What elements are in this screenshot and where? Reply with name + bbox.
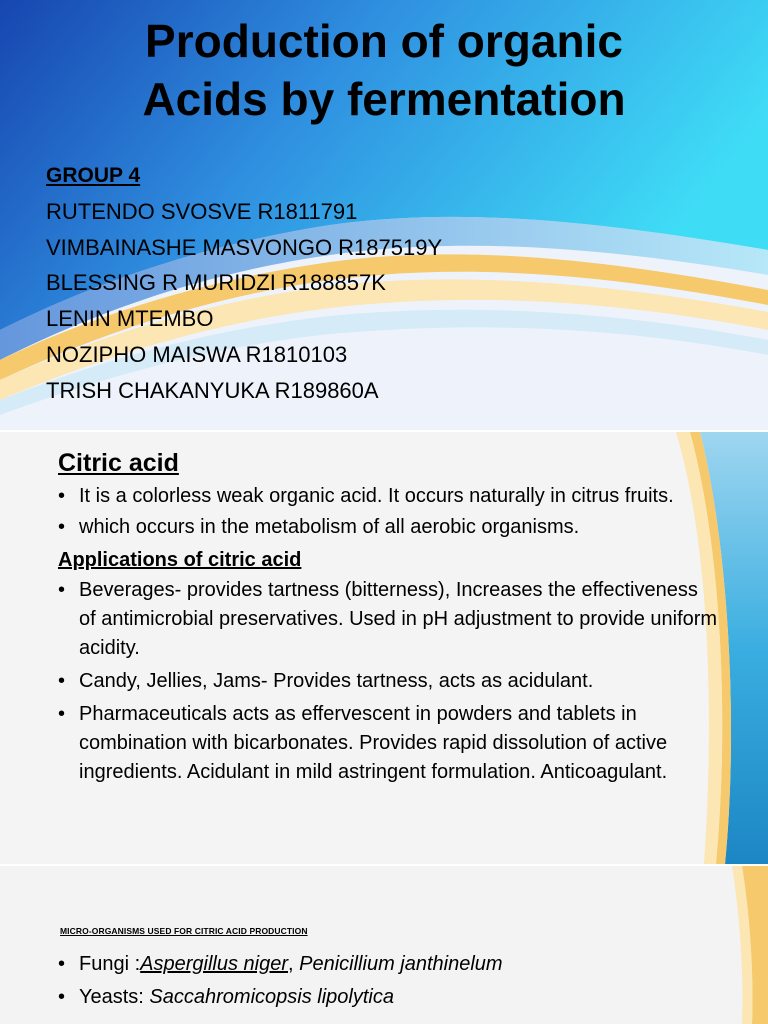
- title-line-1: Production of organic: [145, 15, 623, 67]
- group-members: [46, 158, 442, 409]
- separator: ,: [288, 953, 300, 975]
- list-item-text: It is a colorless weak organic acid. It occurs naturally in citrus fruits.: [79, 485, 674, 507]
- citric-acid-heading: Citric acid: [58, 449, 179, 477]
- group-heading: GROUP 4: [46, 164, 141, 187]
- member-name: BLESSING R MURIDZI R188857K: [46, 270, 386, 296]
- list-item: [58, 667, 718, 696]
- member-name: NOZIPHO MAISWA R1810103: [46, 341, 348, 367]
- species-name: Aspergillus niger: [140, 953, 289, 975]
- bullet-icon: •: [58, 579, 66, 601]
- member-name: VIMBAINASHE MASVONGO R187519Y: [46, 234, 443, 260]
- citric-acid-intro-list: [58, 482, 718, 542]
- list-item-text: Pharmaceuticals acts as effervescent in powders and tablets in combination with bicarbonates. Provides rapid dissolution of active ingredients. Acidulant in mild astringent formulation. Anticoagulant.: [79, 703, 668, 783]
- title-slide: [0, 0, 768, 430]
- bullet-icon: •: [58, 953, 66, 975]
- member-name: LENIN MTEMBO: [46, 306, 214, 332]
- list-item: [58, 983, 738, 1012]
- citric-acid-content: [58, 440, 718, 791]
- bullet-icon: •: [58, 986, 66, 1008]
- list-item: [58, 700, 718, 787]
- applications-heading: Applications of citric acid: [58, 549, 302, 571]
- species-name: Saccahromicopsis lipolytica: [149, 986, 394, 1008]
- bullet-icon: •: [58, 703, 66, 725]
- member-name: RUTENDO SVOSVE R1811791: [46, 198, 358, 224]
- list-item: [58, 482, 718, 511]
- micro-organisms-heading: MICRO-ORGANISMS USED FOR CITRIC ACID PRODUCTION: [60, 926, 308, 936]
- fungi-label: Fungi :: [79, 953, 141, 975]
- list-item-text: which occurs in the metabolism of all aerobic organisms.: [79, 516, 580, 538]
- species-name: Penicillium janthinelum: [299, 953, 503, 975]
- bullet-icon: •: [58, 516, 66, 538]
- micro-organisms-list: [58, 950, 738, 1016]
- list-item-text: Candy, Jellies, Jams- Provides tartness, acts as acidulant.: [79, 670, 594, 692]
- presentation-title: [0, 12, 768, 128]
- member-name: TRISH CHAKANYUKA R189860A: [46, 377, 379, 403]
- title-line-2: Acids by fermentation: [142, 73, 626, 125]
- list-item-text: Beverages- provides tartness (bitterness), Increases the effectiveness of antimicrobial preservatives. Used in pH adjustment to provide uniform acidity.: [79, 579, 718, 659]
- citric-acid-slide: [0, 432, 768, 864]
- bullet-icon: •: [58, 670, 66, 692]
- micro-organisms-slide: [0, 866, 768, 1024]
- yeasts-label: Yeasts:: [79, 986, 150, 1008]
- list-item: [58, 513, 718, 542]
- applications-list: [58, 576, 718, 787]
- bullet-icon: •: [58, 485, 66, 507]
- list-item: [58, 950, 738, 979]
- list-item: [58, 576, 718, 663]
